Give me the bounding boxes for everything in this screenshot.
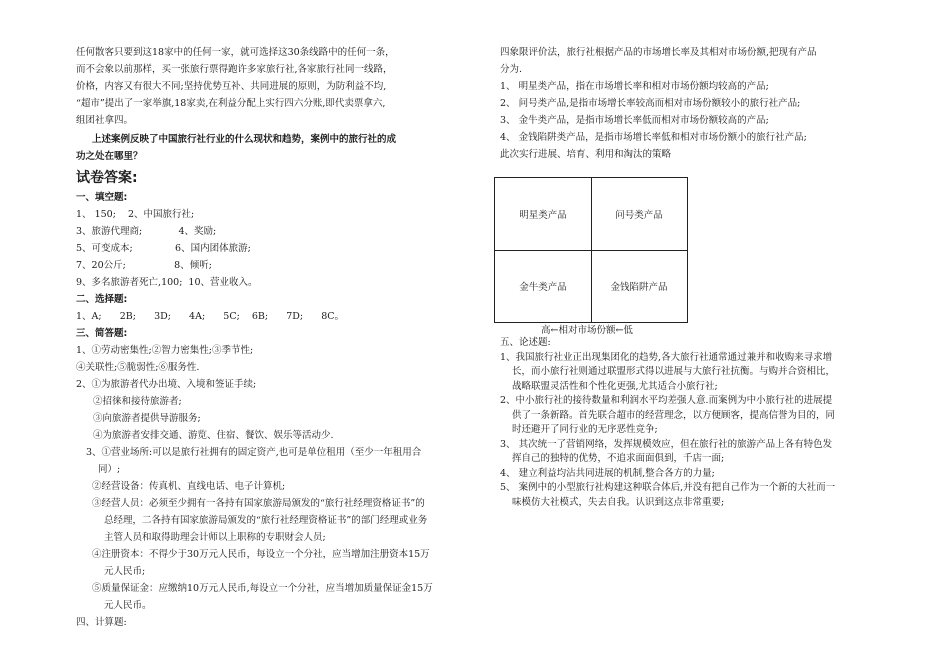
- essay-answer: 3、 其次统一了营销网络，发挥规模效应，但在旅行社的旅游产品上各有特色发挥自己的独特的优势，不追求面面俱到，千店一面;: [500, 438, 833, 464]
- answer-title: 试卷答案:: [76, 170, 138, 186]
- left-column: [76, 44, 434, 631]
- product-item: 1、 明星类产品，指在市场增长率和相对市场份额均较高的产品;: [500, 81, 769, 92]
- choice-answers: 1、A; 2B; 3D; 4A; 5C; 6B; 7D; 8C。: [76, 311, 345, 322]
- product-item: 2、 问号类产品,是指市场增长率较高而相对市场份额较小的旅行社产品;: [500, 98, 801, 109]
- short-answer: ⑤质量保证金：应缴纳10万元人民币,每设立一个分社，应当增加质量保证金15万元人民币。: [92, 583, 433, 611]
- fill-answer: 1、 150; 2、中国旅行社;: [76, 209, 195, 220]
- intro-line: 价格，内容又有很大不同;坚持优势互补、共同进展的原则，为防利益不均,: [76, 81, 387, 92]
- fill-answer: 7、20公斤; 8、倾听;: [76, 260, 212, 271]
- product-item: 4、 金钱陷阱类产品，是指市场增长率低和相对市场份额小的旅行社产品;: [500, 132, 807, 143]
- essay-title: 五、论述题:: [500, 337, 551, 348]
- short-answer: ④为旅游者安排交通、游览、住宿、餐饮、娱乐等活动少.: [93, 430, 334, 441]
- short-answer: ②经营设备：传真机、直线电话、电子计算机;: [92, 481, 286, 492]
- essay-answer: 5、 案例中的小型旅行社构建这种联合体后,并没有把自己作为一个新的大社而一味模仿大社模式，失去自我。认识到这点非常重要;: [500, 482, 836, 508]
- fill-answer: 3、旅游代理商; 4、奖励;: [76, 226, 217, 237]
- short-answer: ②招徕和接待旅游者;: [93, 396, 182, 407]
- short-answer: ④注册资本：不得少于30万元人民币，每设立一个分社，应当增加注册资本15万元人民币;: [92, 549, 430, 577]
- product-item: 3、 金牛类产品，是指市场增长率低而相对市场份额较高的产品;: [500, 115, 769, 126]
- short-answer: 3、①营业场所:可以是旅行社拥有的固定资产,也可是单位租用（至少一年租用合同）;: [86, 447, 422, 475]
- essay-answer: 4、 建立利益均沾共同进展的机制,整合各方的力量;: [500, 467, 715, 479]
- right-column: [500, 44, 836, 163]
- essay-answer: 2、中小旅行社的接待数量和利润水平均差强人意.而案例为中小旅行社的进展提供了一条新路。首先联合超市的经营理念，以方便顾客，提高信誉为目的，同时还避开了同行业的无序恶性竞争;: [500, 395, 836, 435]
- fill-answer: 9、多名旅游者死亡,100; 10、营业收入。: [76, 277, 258, 288]
- essay-answer: 1、我国旅行社业正出现集团化的趋势,各大旅行社通常通过兼并和收购来寻求增长，而小旅行社则通过联盟形式得以进展与大旅行社抗衡。与购并合资相比，战略联盟灵活性和个性化更强,尤其适合小旅行社;: [500, 351, 836, 392]
- case-question-cont: 功之处在哪里？: [76, 151, 143, 162]
- section-short-title: 三、简答题:: [76, 328, 128, 339]
- matrix-star: 明星类产品: [519, 210, 567, 221]
- strategy-line: 此次实行进展、培育、利用和淘汰的策略: [500, 149, 672, 160]
- section-calc-title: 四、计算题:: [76, 617, 127, 628]
- right-intro: 四象限评价法，旅行社根据产品的市场增长率及其相对市场份额,把现有产品: [500, 47, 817, 58]
- right-intro: 分为.: [500, 64, 523, 75]
- matrix-axis-label: 高←相对市场份额←低: [541, 325, 633, 336]
- short-answer: 2、①为旅游者代办出境、入境和签证手续;: [76, 379, 257, 390]
- short-answer: 1、①劳动密集性;②智力密集性;③季节性;: [76, 345, 254, 356]
- section-fill-title: 一、填空题:: [76, 192, 128, 203]
- product-matrix: [494, 177, 688, 323]
- short-answer: ④关联性;⑤脆弱性;⑥服务性.: [76, 362, 200, 373]
- matrix-cashcow: 金牛类产品: [519, 282, 567, 293]
- case-question: 上述案例反映了中国旅行社行业的什么现状和趋势，案例中的旅行社的成: [92, 134, 397, 145]
- intro-line: 任何散客只要到这18家中的任何一家，就可选择这30条线路中的任何一条，: [76, 47, 395, 58]
- short-answer: ③经营人员：必须至少拥有一各持有国家旅游局颁发的“旅行社经理资格证书”的总经理，二各持有国家旅游局颁发的“旅行社经理资格证书”的部门经理或业务主管人员和取得助理会计师以上职称的专职财会人员;: [92, 498, 428, 543]
- essay-section: [500, 336, 836, 510]
- matrix-question: 问号类产品: [615, 210, 663, 221]
- intro-line: 而不会象以前那样，买一张旅行票得跑许多家旅行社,各家旅行社同一线路，: [76, 64, 393, 75]
- section-choice-title: 二、选择题:: [76, 294, 128, 305]
- intro-line: 组团社拿四。: [76, 115, 134, 126]
- short-answer: ③向旅游者提供导游服务;: [93, 413, 201, 424]
- intro-line: “超市”提出了一家举旗,18家卖,在利益分配上实行四六分账,即代卖票拿六,: [76, 98, 386, 109]
- matrix-trap: 金钱陷阱产品: [610, 282, 668, 293]
- fill-answer: 5、可变成本; 6、国内团体旅游;: [76, 243, 251, 254]
